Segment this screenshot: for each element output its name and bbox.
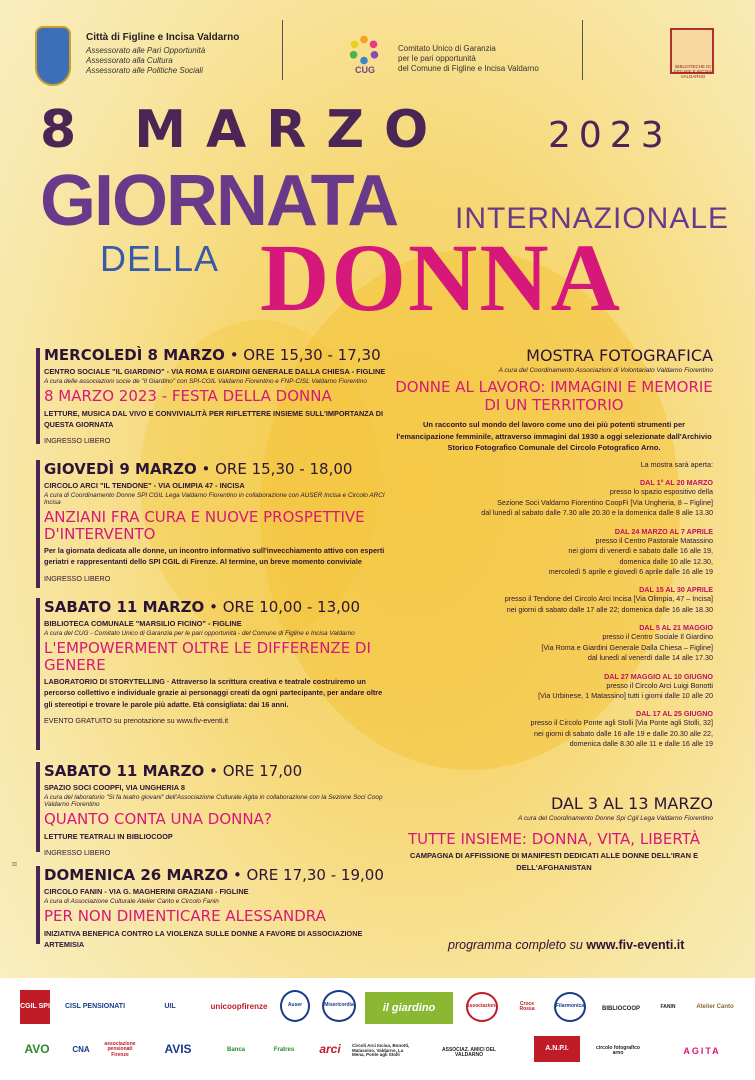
mostra-period-line: dal lunedì al venerdì dalle 14 alle 17.30 <box>587 653 713 663</box>
mostra-heading: MOSTRA FOTOGRAFICA <box>526 346 713 365</box>
mostra-intro: La mostra sarà aperta: <box>640 459 713 469</box>
event-note: EVENTO GRATUITO su prenotazione su www.fiv-eventi.it <box>44 715 229 725</box>
logo-agita: AGITA <box>683 1046 721 1057</box>
library-logo-text: BIBLIOTECHE DI FIGLINE E INCISA VALDARNO <box>673 64 712 79</box>
logo-cna: CNA <box>72 1044 90 1054</box>
event-title: L'EMPOWERMENT OLTRE LE DIFFERENZE DI GENERE <box>44 639 371 674</box>
logo-fratres: Fratres <box>273 1046 295 1053</box>
logo-cgil: CGIL SPI <box>20 990 50 1024</box>
event-note: INGRESSO LIBERO <box>44 436 111 446</box>
event-block <box>44 762 389 857</box>
event-block <box>44 346 389 445</box>
mostra-period-line: nei giorni di venerdì e sabato dalle 16 alle 19, <box>568 546 713 556</box>
tutte-section <box>395 794 713 873</box>
divider <box>282 20 283 80</box>
logo-cisl: CISL PENSIONATI <box>64 1003 126 1011</box>
mostra-period-date: DAL 5 AL 21 MAGGIO <box>639 623 713 633</box>
mostra-period-date: DAL 24 MARZO AL 7 APRILE <box>614 526 713 536</box>
mostra-period-line: nei giorni di sabato dalle 17 alle 22; domenica dalle 16 alle 18.30 <box>506 604 713 614</box>
header <box>0 0 755 95</box>
event-date: SABATO 11 MARZO • ORE 17,00 <box>44 762 303 780</box>
event-organizer: A cura di Associazione Culturale Atelier Canto e Circolo Fanin <box>44 898 219 905</box>
mostra-organizer: A cura del Coordinamento Associazioni di Volontariato Valdarno Fiorentino <box>498 367 713 374</box>
event-title: PER NON DIMENTICARE ALESSANDRA <box>44 907 326 925</box>
event-block <box>44 460 389 583</box>
logo-uil: UIL <box>164 1003 176 1011</box>
mostra-period-line: dal lunedì al sabato dalle 7.30 alle 20.30 e la domenica dalle 8 alle 13.30 <box>481 508 713 518</box>
event-border <box>36 598 40 750</box>
title-giornata: GIORNATA <box>40 161 398 241</box>
tutte-title: TUTTE INSIEME: DONNA, VITA, LIBERTÀ <box>408 830 700 848</box>
event-date: MERCOLEDÌ 8 MARZO • ORE 15,30 - 17,30 <box>44 346 381 364</box>
mostra-period-line: presso il Centro Pastorale Matassino <box>595 535 713 545</box>
event-location: CIRCOLO FANIN - VIA G. MAGHERINI GRAZIANI - FIGLINE <box>44 887 249 896</box>
logo-banca: Banca <box>226 1046 245 1053</box>
event-border <box>36 348 40 444</box>
mostra-period-date: DAL 17 AL 25 GIUGNO <box>636 709 713 719</box>
logo-circolo-fotografico: circolo fotografico arno <box>596 1044 640 1056</box>
city-title: Città di Figline e Incisa Valdarno <box>86 32 240 43</box>
logo-associazione: Associazione <box>466 992 498 1022</box>
logo-misericordia: Misericordia <box>322 990 356 1022</box>
mostra-period-line: domenica dalle 10 alle 12.30, <box>619 556 713 566</box>
mostra-period-line: presso lo spazio espositivo della <box>609 487 713 497</box>
mostra-period-line: presso il Centro Sociale Il Giardino <box>602 632 713 642</box>
logo-pensionati: associazione pensionati Firenze <box>104 1040 136 1058</box>
event-note: INGRESSO LIBERO <box>44 847 111 857</box>
mostra-period-line: [Via Urbinese, 1 Matassino] tutti i giorni dalle 10 alle 20 <box>538 691 713 700</box>
event-organizer: A cura di Coordinamento Donne SPI CGIL Lega Valdarno Fiorentino in collaborazione con AUSER Incisa e Circolo ARCI Incisa <box>44 492 385 506</box>
logo-unicoop: unicoopfirenze <box>210 1001 268 1011</box>
mostra-section <box>395 346 713 750</box>
city-sub-line: Assessorato alle Politiche Sociali <box>86 66 203 75</box>
event-description: LETTURE TEATRALI IN BIBLIOCOOP <box>44 831 173 841</box>
event-title: 8 MARZO 2023 - FESTA DELLA DONNA <box>44 387 332 405</box>
mostra-period-line: presso il Circolo Ponte agli Stolli [Via Ponte agli Stolli, 32] <box>530 718 713 728</box>
event-date: GIOVEDÌ 9 MARZO • ORE 15,30 - 18,00 <box>44 460 353 478</box>
city-sub-line: Assessorato alle Pari Opportunità <box>86 46 206 55</box>
mostra-period-line: nei giorni di sabato dalle 16 alle 19 e dalle 20.30 alle 22, <box>533 728 713 738</box>
event-date: SABATO 11 MARZO • ORE 10,00 - 13,00 <box>44 598 361 616</box>
event-location: SPAZIO SOCI COOPFI, VIA UNGHERIA 8 <box>44 783 185 792</box>
programma-line: programma completo su www.fiv-eventi.it <box>448 938 685 952</box>
event-organizer: A cura del laboratorio "Si fa teatro giovani" dell'Associazione Culturale Agita in collaborazione con la Sezione Soci Coop Valdarno Fiorentino <box>44 794 383 808</box>
logo-atelier-canto: Atelier Canto <box>696 1003 734 1010</box>
logo-bibliocoop: BIBLIOCOOP <box>601 1005 640 1012</box>
event-description: INIZIATIVA BENEFICA CONTRO LA VIOLENZA SULLE DONNE A FAVORE DI ASSOCIAZIONE ARTEMISIA <box>44 928 363 949</box>
cug-line: del Comune di Figline e Incisa Valdarno <box>398 64 539 73</box>
event-location: CIRCOLO ARCI "IL TENDONE" - VIA OLIMPIA 47 - INCISA <box>44 481 245 490</box>
logo-circoli-arci: Circoli Arci Incisa, Bonotti, Matassino, Valdarno, La Mena, Ponte agli Stolli <box>352 1042 410 1058</box>
logo-fanin: FANIN <box>660 1004 676 1011</box>
event-title: QUANTO CONTA UNA DONNA? <box>44 810 272 828</box>
title-internazionale: INTERNAZIONALE <box>455 202 730 235</box>
mostra-period-line: presso il Circolo Arci Luigi Bonotti <box>606 680 713 690</box>
mostra-period-date: DAL 27 MAGGIO AL 10 GIUGNO <box>604 671 713 681</box>
logo-anpi: A.N.P.I. <box>534 1036 580 1062</box>
mostra-period-line: [Via Roma e Giardini Generale Dalla Chiesa – Figline] <box>541 642 713 652</box>
event-block <box>44 598 389 725</box>
mostra-period-line: presso il Tendone del Circolo Arci Incisa [Via Olimpia, 47 – Incisa] <box>504 594 713 604</box>
event-border <box>36 866 40 944</box>
tutte-heading: DAL 3 AL 13 MARZO <box>550 794 713 813</box>
mostra-period-date: DAL 1° AL 20 MARZO <box>639 478 713 488</box>
event-location: BIBLIOTECA COMUNALE "MARSILIO FICINO" - FIGLINE <box>44 619 242 628</box>
event-organizer: A cura delle associazioni socie de "Il Giardino" con SPI-CGIL Valdarno Fiorentino e FNP-CISL Valdarno Fiorentino <box>44 378 367 385</box>
logo-amici-valdarno: ASSOCIAZ. AMICI DEL VALDARNO <box>442 1046 496 1058</box>
mostra-period-line: domenica dalle 8.30 alle 11 e dalle 16 alle 19 <box>569 739 713 749</box>
side-credit: ||| <box>12 862 18 866</box>
event-description: LETTURE, MUSICA DAL VIVO E CONVIVIALITÀ PER RIFLETTERE INSIEME SULL'IMPORTANZA DI QUESTA GIORNATA <box>44 408 384 429</box>
event-note: INGRESSO LIBERO <box>44 573 111 583</box>
cug-line: per le pari opportunità <box>398 54 476 63</box>
title-donna: DONNA <box>260 224 622 331</box>
event-border <box>36 460 40 588</box>
event-block <box>44 866 389 950</box>
logo-il-giardino: il giardino <box>365 992 453 1024</box>
mostra-period-date: DAL 15 AL 30 APRILE <box>639 585 713 595</box>
mostra-period-line: mercoledì 5 aprile e giovedì 6 aprile dalle 16 alle 19 <box>548 566 713 576</box>
logo-filarmonica: Filarmonica <box>554 992 586 1022</box>
cug-label: CUG <box>355 65 375 75</box>
event-description: Per la giornata dedicata alle donne, un incontro informativo sull'invecchiamento attivo con esperti geriatri e rappresentanti dello SPI CGIL di Firenze. Al termine, un breve momento conviviale <box>44 546 385 567</box>
mostra-description: Un racconto sul mondo del lavoro come uno dei più potenti strumenti per l'emancipazione femminile, attraverso immagini dal 1930 a oggi selezionate dall'Archivio Storico Fotografico Comunale del Circolo Fotografico Arno. <box>396 420 712 453</box>
mostra-title: DONNE AL LAVORO: IMMAGINI E MEMORIE DI UN TERRITORIO <box>395 378 713 414</box>
logo-arci: arci <box>319 1042 341 1057</box>
event-organizer: A cura del CUG - Comitato Unico di Garanzia per le pari opportunità - del Comune di Figline e Incisa Valdarno <box>44 630 355 637</box>
title-della: DELLA <box>100 238 220 279</box>
programma-link[interactable]: www.fiv-eventi.it <box>586 938 685 952</box>
event-border <box>36 762 40 852</box>
mostra-period-line: Sezione Soci Valdarno Fiorentino CoopFi [Via Ungheria, 8 – Figline] <box>497 497 713 507</box>
logo-avo: AVO <box>24 1042 50 1057</box>
logo-auser: Auser <box>280 990 310 1022</box>
tutte-description: CAMPAGNA DI AFFISSIONE DI MANIFESTI DEDICATI ALLE DONNE DELL'IRAN E DELL'AFGHANISTAN <box>409 851 699 872</box>
logo-croce-rossa: Croce Rossa <box>519 1000 535 1012</box>
city-crest-icon <box>35 26 71 86</box>
title-date: 8 MARZO <box>40 100 449 160</box>
cug-line: Comitato Unico di Garanzia <box>398 44 496 53</box>
tutte-organizer: A cura del Coordinamento Donne Spi Cgil Lega Valdarno Fiorentino <box>518 815 713 822</box>
event-location: CENTRO SOCIALE "IL GIARDINO" - VIA ROMA E GIARDINI GENERALE DALLA CHIESA - FIGLINE <box>44 367 386 376</box>
event-date: DOMENICA 26 MARZO • ORE 17,30 - 19,00 <box>44 866 384 884</box>
logo-avis: AVIS <box>164 1042 192 1057</box>
city-sub-line: Assessorato alla Cultura <box>86 56 173 65</box>
divider <box>582 20 583 80</box>
event-title: ANZIANI FRA CURA E NUOVE PROSPETTIVE D'INTERVENTO <box>44 508 365 543</box>
title-year: 2023 <box>548 115 672 156</box>
event-description: LABORATORIO DI STORYTELLING · Attraverso la scrittura creativa e teatrale costruiremo un percorso collettivo e individuale grazie ai personaggi creati da ogni partecipante, per andare oltre gli stereotipi e trovare le parole più adatte. Età consigliata: dai 16 anni. <box>44 677 383 709</box>
footer-logos <box>0 978 755 1080</box>
